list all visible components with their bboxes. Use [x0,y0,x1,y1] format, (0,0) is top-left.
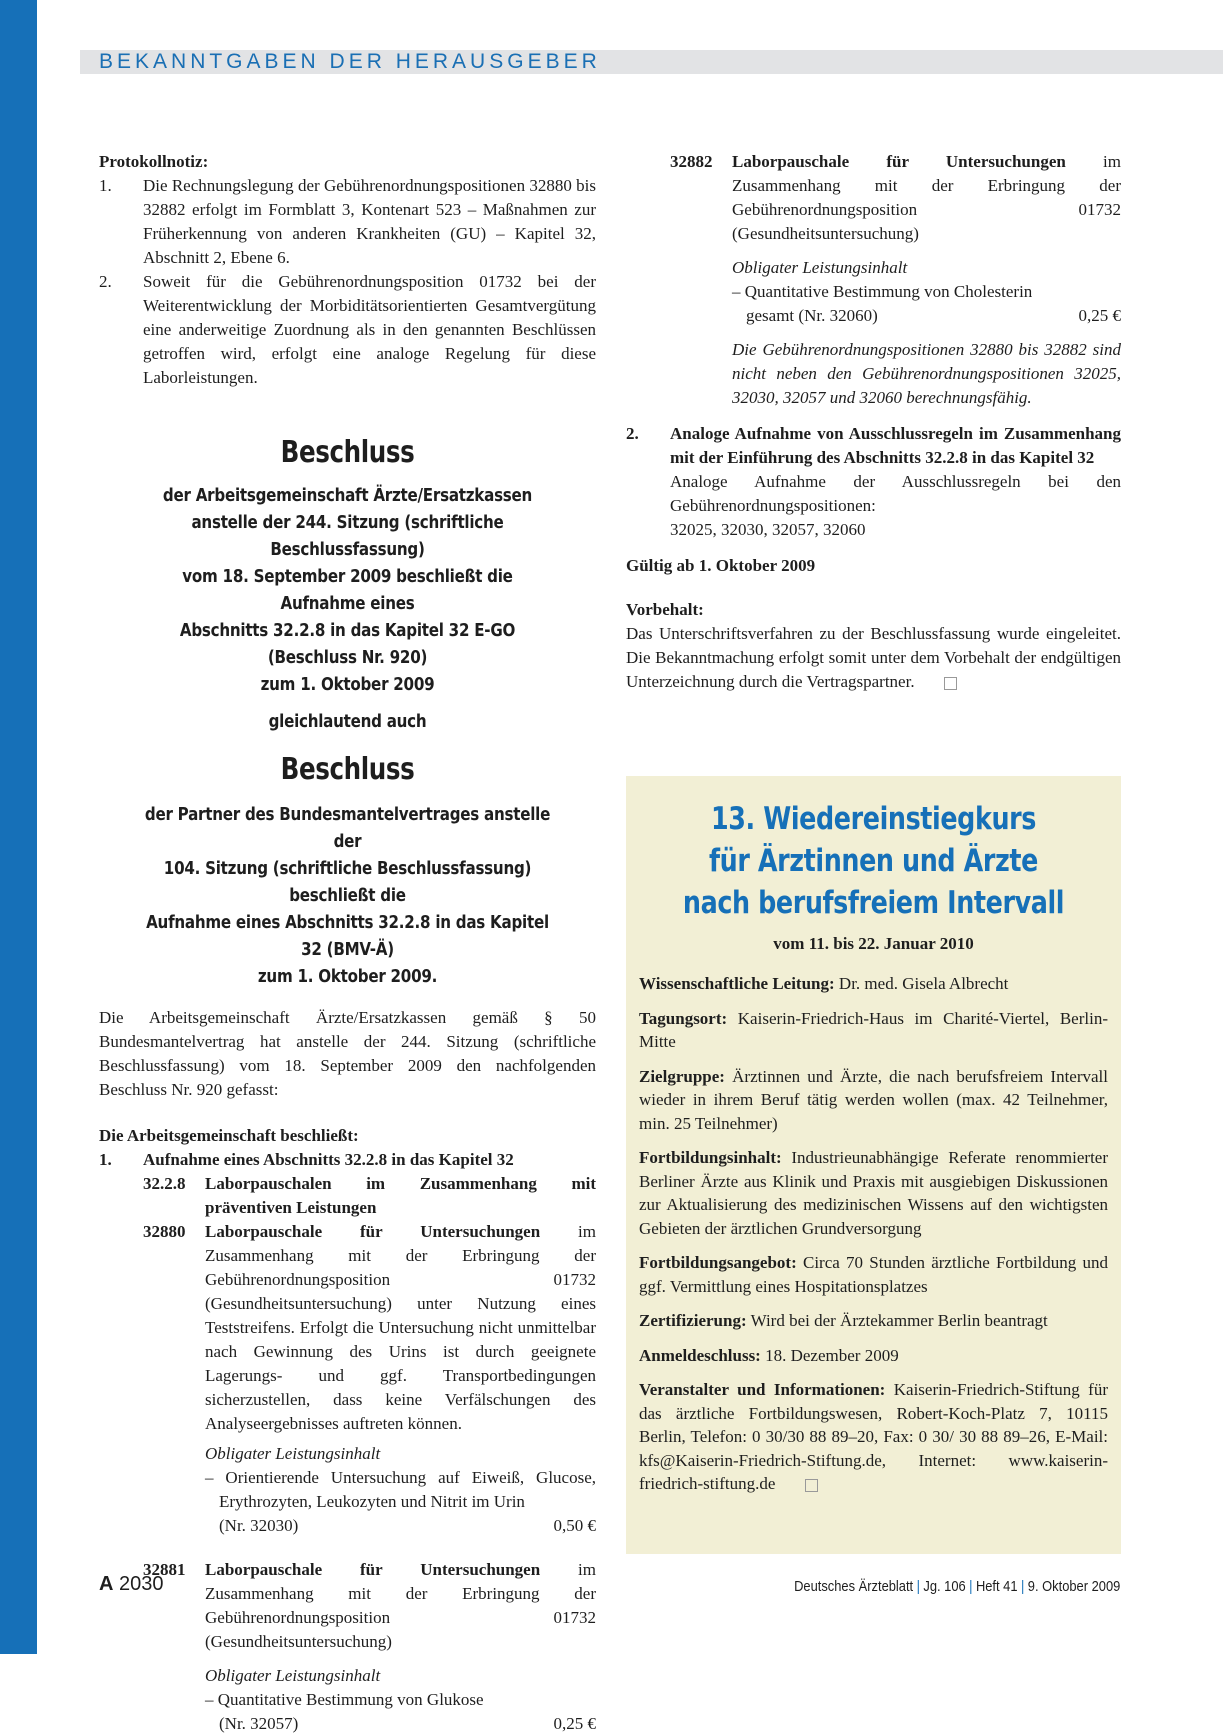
decision-item-2: 2. Analoge Aufnahme von Ausschlussregeln im Zusammenhang mit der Einführung des Abschnitts 32.2.8 in das Kapitel 32 Analoge Aufnahme der Ausschlussregeln bei den Gebührenordnungspositionen: 32025, 32030, 32057, 32060 [626,424,1121,539]
box-entry-leitung: Wissenschaftliche Leitung: Dr. med. Gisela Albrecht [639,974,1009,993]
box-entry-veranstalter: Veranstalter und Informationen: Kaiserin-Friedrich-Stiftung für das ärztliche Fortbildungswesen, Robert-Koch-Platz 7, 10115 Berlin, Telefon: 0 30/30 88 89–20, Fax: 0 30/ 30 88 89–26, E-Mail: kfs@Kaiserin-Friedrich-Stiftung.de, Internet: www.kaiserin-friedrich-stiftung.de [639,1380,1108,1493]
box-title-line-3: nach berufsfreiem Intervall [682,885,1065,921]
left-column [99,150,596,1736]
end-square-icon [944,677,957,690]
journal-info: Deutsches Ärzteblatt | Jg. 106 | Heft 41 | 9. Oktober 2009 [793,1578,1120,1595]
box-entry-zertifizierung: Zertifizierung: Wird bei der Ärztekammer Berlin beantragt [639,1311,1048,1330]
beschluss2-line-3: Aufnahme eines Abschnitts 32.2.8 in das Kapitel 32 (BMV-Ä) [146,912,549,960]
vorbehalt-title: Vorbehalt: [626,600,704,619]
section-32-2-8: 32.2.8 Laborpauschalen im Zusammenhang mit präventiven Leistungen [143,1174,596,1217]
course-info-box [626,776,1121,1554]
box-body [639,972,1108,1507]
code-32881: 32881 Laborpauschale für Untersuchungen im Zusammenhang mit der Erbringung der Gebührenordnungsposition 01732 (Gesundheitsuntersuchung) Obligater Leistungsinhalt – Quantitative Bestimmung von Glukose (Nr. 32057) 0,25 € [143,1558,596,1736]
vorbehalt-text: Das Unterschriftsverfahren zu der Beschlussfassung wurde eingeleitet. Die Bekanntmachung erfolgt somit unter dem Vorbehalt der endgültigen Unterzeichnung durch die Vertragspartner. [626,624,1121,691]
page-number: A 2030 [99,1573,164,1595]
gleichlautend-text: gleichlautend auch [268,711,427,732]
gueltig-text: Gültig ab 1. Oktober 2009 [626,556,816,575]
decision-item-1-body [99,1172,596,1736]
obligat-label: Obligater Leistungsinhalt [205,1444,381,1463]
exclusion-note: Die Gebührenordnungspositionen 32880 bis 32882 sind nicht neben den Gebührenordnungspositionen 32025, 32030, 32057 und 32060 berechnungsfähig. [732,340,1121,407]
price-line-32057: (Nr. 32057) 0,25 € [219,1714,596,1733]
box-entry-angebot: Fortbildungsangebot: Circa 70 Stunden ärztliche Fortbildung und ggf. Vermittlung eines Hospitationsplatzes [639,1253,1108,1296]
right-column [626,150,1121,694]
beschluss2-line-1: der Partner des Bundesmantelvertrages anstelle der [144,804,551,852]
protokoll-item-1: 1. Die Rechnungslegung der Gebührenordnungspositionen 32880 bis 32882 erfolgt im Formblatt 3, Kontenart 523 – Maßnahmen zur Früherkennung von anderen Krankheiten (GU) – Kapitel 32, Abschnitt 2, Ebene 6. [99,176,596,267]
box-entry-inhalt: Fortbildungsinhalt: Industrieunabhängige Referate renommierter Berliner Ärzte aus Klinik und Praxis mit ausgiebigen Diskussionen zur Aktualisierung des medizinischen Wissens auf den wichtigsten Gebieten der ärztlichen Grundversorgung [639,1148,1108,1238]
price-line-32060: gesamt (Nr. 32060) 0,25 € [746,306,1121,325]
box-title-line-2: für Ärztinnen und Ärzte [709,843,1038,879]
beschluss2-line-2: 104. Sitzung (schriftliche Beschlussfassung) beschließt die [163,858,532,906]
beschluss-heading-2: Beschluss [280,752,415,787]
protokoll-title: Protokollnotiz: [99,152,209,171]
box-title-line-1: 13. Wiedereinstiegkurs [710,801,1036,837]
box-entry-zielgruppe: Zielgruppe: Ärztinnen und Ärzte, die nach berufsfreiem Intervall wieder in ihrem Beruf tätig werden wollen (max. 42 Teilnehmer, min. 25 Teilnehmer) [639,1066,1108,1133]
code-32880: 32880 Laborpauschale für Untersuchungen im Zusammenhang mit der Erbringung der Gebührenordnungsposition 01732 (Gesundheitsuntersuchung) unter Nutzung eines Teststreifens. Erfolgt die Untersuchung nicht unmittelbar nach Gewinnung des Urins ist durch geeignete Lagerungs- und ggf. Transportbedingungen sicherzustellen, dass keine Verfälschungen des Analyseergebnisses auftreten können. Obligater Leistungsinhalt – Orientierende Untersuchung auf Eiweiß, Glucose, Erythrozyten, Leukozyten und Nitrit im Urin (Nr. 32030) 0,50 € [143,1220,596,1538]
price-line-32030: (Nr. 32030) 0,50 € [219,1516,596,1535]
protokoll-item-2: 2. Soweit für die Gebührenordnungsposition 01732 bei der Weiterentwicklung der Morbiditätsorientierten Gesamtvergütung eine anderweitige Zuordnung als in den genannten Beschlüssen getroffen wird, erfolgt eine analoge Regelung für diese Laborleistungen. [99,272,596,387]
intro-paragraph: Die Arbeitsgemeinschaft Ärzte/Ersatzkassen gemäß § 50 Bundesmantelvertrag hat anstelle der 244. Sitzung (schriftliche Beschlussfassung) vom 18. September 2009 den nachfolgenden Beschluss Nr. 920 gefasst: [99,1008,596,1099]
box-entry-tagungsort: Tagungsort: Kaiserin-Friedrich-Haus im Charité-Viertel, Berlin-Mitte [639,1008,1108,1051]
beschluss1-line-3: vom 18. September 2009 beschließt die Aufnahme eines [182,566,513,614]
decision-title: Die Arbeitsgemeinschaft beschließt: [99,1126,359,1145]
beschluss1-line-1: der Arbeitsgemeinschaft Ärzte/Ersatzkassen [162,485,533,506]
beschluss1-line-5: zum 1. Oktober 2009 [260,674,435,695]
left-sidebar-stripe [0,0,37,1654]
section-header-title: BEKANNTGABEN DER HERAUSGEBER [99,50,601,73]
beschluss1-line-4: Abschnitts 32.2.8 in das Kapitel 32 E-GO (Beschluss Nr. 920) [179,620,516,668]
decision-item-1: 1. Aufnahme eines Abschnitts 32.2.8 in das Kapitel 32 [99,1150,514,1169]
code-32882: 32882 Laborpauschale für Untersuchungen im Zusammenhang mit der Erbringung der Gebührenordnungsposition 01732 (Gesundheitsuntersuchung) Obligater Leistungsinhalt – Quantitative Bestimmung von Cholesterin gesamt (Nr. 32060) 0,25 € Die Gebührenordnungspositionen 32880 bis 32882 sind nicht neben den Gebührenordnungspositionen 32025, 32030, 32057 und 32060 berechnungsfähig. [670,150,1121,410]
beschluss1-line-2: anstelle der 244. Sitzung (schriftliche Beschlussfassung) [191,512,504,560]
beschluss2-line-4: zum 1. Oktober 2009. [257,966,438,987]
obligat-label: Obligater Leistungsinhalt [205,1666,381,1685]
end-square-icon [805,1479,818,1492]
box-entry-anmeldeschluss: Anmeldeschluss: 18. Dezember 2009 [639,1345,899,1365]
obligat-label: Obligater Leistungsinhalt [732,258,908,277]
box-subtitle: vom 11. bis 22. Januar 2010 [773,934,974,953]
beschluss-heading-1: Beschluss [280,435,415,470]
